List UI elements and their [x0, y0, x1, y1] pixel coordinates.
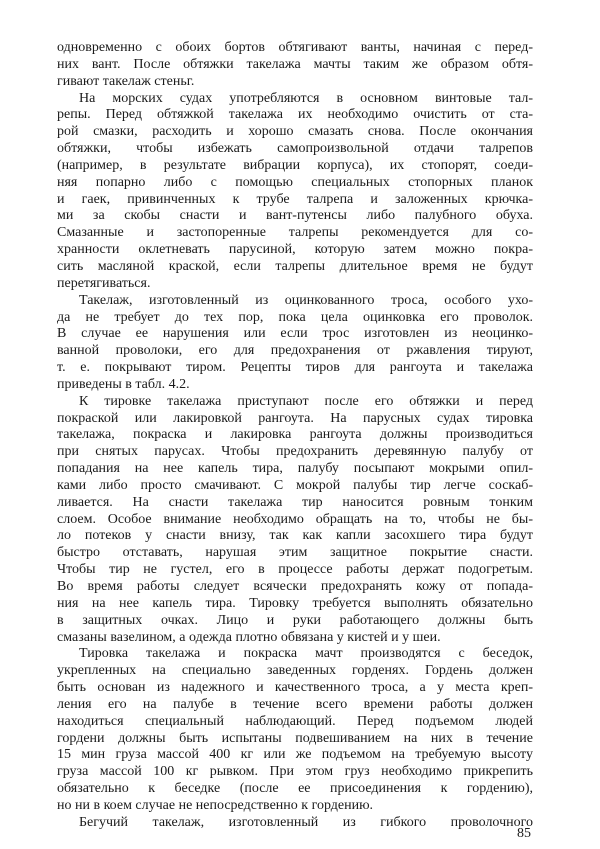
text-line: В случае ее нарушения или если трос изготовлен из неоцинко-	[57, 326, 533, 342]
text-line: гивают такелаж стеньг.	[57, 73, 195, 89]
text-line: репы. Перед обтяжкой такелажа их необходимо очистить от ста-	[57, 107, 533, 123]
text-line: ния на нее капель тира. Тировку требуется выполнять обязательно	[57, 595, 533, 611]
paragraph	[57, 40, 533, 91]
text-line: в защитных очках. Лицо и руки работающего должны быть	[57, 612, 533, 628]
text-line: быть основан из надежного и качественного троса, а у места креп-	[57, 680, 533, 696]
text-line: такелажа, покраска и лакировка рангоута должны производиться	[57, 427, 533, 443]
text-line: при снятых парусах. Чтобы предохранить деревянную палубу от	[57, 444, 533, 460]
text-line: перетягиваться.	[57, 275, 151, 291]
text-line: да не требует до тех пор, пока цела оцинковка его проволок.	[57, 309, 533, 325]
text-line: приведены в табл. 4.2.	[57, 376, 190, 392]
text-line: обязательно к беседке (после ее присоединения к гордению),	[57, 781, 533, 797]
text-line: Тировка такелажа и покраска мачт производятся с беседок,	[79, 646, 533, 662]
paragraph	[57, 394, 533, 647]
text-line: ми за скобы снасти и вант-путенсы либо палубного обуха.	[57, 208, 533, 224]
text-line: покраской или лакировкой рангоута. На парусных судах тировка	[57, 410, 533, 426]
text-line: ления его на палубе в течение всего времени работы должен	[57, 696, 533, 712]
text-line: быстро отставать, нарушая этим защитное покрытие снасти.	[57, 545, 533, 561]
page-number: 85	[517, 826, 531, 841]
paragraph	[57, 91, 533, 293]
text-line: рой смазки, расходить и хорошо смазать снова. После окончания	[57, 124, 533, 140]
text-line: обтяжки, чтобы избежать самопроизвольной отдачи талрепов	[57, 141, 533, 157]
text-line: находиться специальный наблюдающий. Перед подъемом людей	[57, 713, 533, 729]
text-line: хранности оклетневать парусиной, которую затем можно покра-	[57, 242, 533, 258]
text-line: ками либо просто смачивают. С мокрой палубы тир легче соскаб-	[57, 477, 533, 493]
text-line: и гаек, привинченных к трубе талрепа и заложенных крючка-	[57, 191, 533, 207]
text-line: слоем. Особое внимание необходимо обращать на то, чтобы не бы-	[57, 511, 533, 527]
paragraph	[57, 293, 533, 394]
text-line: ванной проволоки, его для предохранения от ржавления тируют,	[57, 343, 533, 359]
text-line: К тировке такелажа приступают после его обтяжки и перед	[79, 393, 533, 409]
text-line: сить масляной краской, если талрепы длительное время не будут	[57, 258, 533, 274]
text-line: Чтобы тир не густел, его в процессе работы держат подогретым.	[57, 562, 533, 578]
text-line: них вант. После обтяжки такелажа мачты таким же образом обтя-	[57, 56, 533, 72]
text-line: 15 мин груза массой 400 кг или же подъемом на требуемую высоту	[57, 747, 533, 763]
text-line: ло потеков у снасти внизу, так как капли засохшего тира будут	[57, 528, 533, 544]
text-line: Такелаж, изготовленный из оцинкованного троса, особого ухо-	[79, 292, 533, 308]
document-page	[57, 40, 533, 832]
text-line: одновременно с обоих бортов обтягивают ванты, начиная с перед-	[57, 40, 533, 55]
text-line: Смазанные и застопоренные талрепы рекомендуется для со-	[57, 225, 533, 241]
text-line: ливается. На снасти такелажа тир наносится ровным тонким	[57, 494, 533, 510]
text-line: груза массой 100 кг рывком. При этом груз необходимо прикрепить	[57, 764, 533, 780]
text-line: няя попарно либо с помощью специальных стопорных планок	[57, 174, 533, 190]
paragraph	[57, 646, 533, 814]
text-line: На морских судах употребляются в основном винтовые тал-	[79, 90, 533, 106]
text-line: Во время работы следует всячески предохранять кожу от попада-	[57, 579, 533, 594]
paragraph	[57, 815, 533, 832]
text-line: Бегучий такелаж, изготовленный из гибкого проволочного	[79, 814, 533, 830]
text-line: укрепленных на специально заведенных горденях. Гордень должен	[57, 663, 533, 679]
text-line: т. е. покрывают тиром. Рецепты тиров для рангоута и такелажа	[57, 360, 533, 376]
text-line: попадания на нее капель тира, палубу посыпают мокрыми опил-	[57, 461, 533, 477]
text-line: смазаны вазелином, а одежда плотно обвязана у кистей и у шеи.	[57, 629, 441, 645]
text-line: гордени должны быть испытаны подвешиванием на них в течение	[57, 730, 533, 746]
text-line: (например, в результате вибрации корпуса), их стопорят, соеди-	[57, 157, 533, 173]
text-line: но ни в коем случае не непосредственно к гордению.	[57, 797, 374, 813]
